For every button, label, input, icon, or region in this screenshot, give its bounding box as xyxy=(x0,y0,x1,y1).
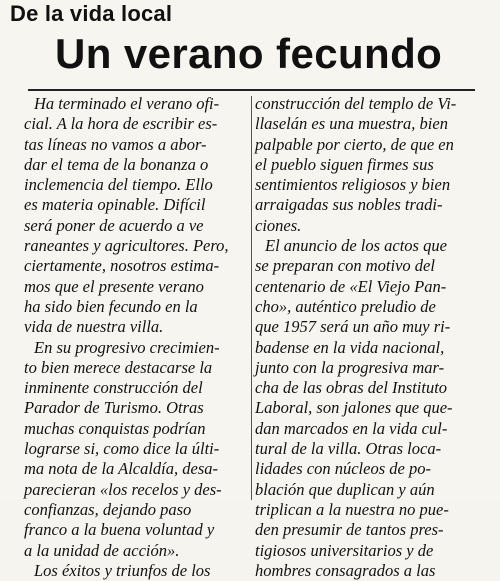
text-line: construcción del templo de Vi- xyxy=(255,94,457,113)
text-line: ciones. xyxy=(255,215,302,235)
text-line: to bien merece destacarse la xyxy=(24,357,213,377)
text-line: hombres consagrados a las xyxy=(255,560,436,580)
text-line: dan marcados en la vida cul- xyxy=(255,418,448,438)
text-line: lidades con núcleos de po- xyxy=(255,459,431,479)
text-line: a la unidad de acción». xyxy=(24,540,180,560)
text-line: raneantes y agricultores. Pero, xyxy=(24,236,229,256)
left-column xyxy=(24,94,248,581)
text-line: dar el tema de la bonanza o xyxy=(24,154,209,174)
section-kicker: De la vida local xyxy=(10,1,173,26)
text-line: mos que el presente verano xyxy=(24,276,204,296)
text-line: Parador de Turismo. Otras xyxy=(24,398,204,418)
text-line: El anuncio de los actos que xyxy=(265,236,447,256)
text-line: vida de nuestra villa. xyxy=(24,317,164,337)
text-line: tural de la villa. Otras loca- xyxy=(255,439,442,459)
text-line: Los éxitos y triunfos de los xyxy=(34,560,211,580)
text-line: el pueblo siguen firmes sus xyxy=(255,154,434,174)
text-line: centenario de «El Viejo Pan- xyxy=(255,276,447,296)
headline-rule xyxy=(28,89,475,91)
text-line: confianzas, dejando paso xyxy=(24,499,192,519)
text-line: muchas conquistas podrían xyxy=(24,418,206,438)
text-line: lograrse si, como dice la últi- xyxy=(24,439,220,459)
text-line: franco a la buena voluntad y xyxy=(24,520,215,540)
text-line: Ha terminado el verano ofi- xyxy=(34,94,220,113)
text-line: ha sido bien fecundo en la xyxy=(24,296,198,316)
column-separator xyxy=(251,96,252,500)
text-line: tigiosos universitarios y de xyxy=(255,540,434,560)
text-line: blación que duplican y aún xyxy=(255,479,435,499)
text-line: parecieran «los recelos y des- xyxy=(24,479,222,499)
text-line: En su progresivo crecimien- xyxy=(34,337,220,357)
text-line: Laboral, son jalones que que- xyxy=(255,398,453,418)
text-line: den presumir de tantos pres- xyxy=(255,520,444,540)
text-line: que 1957 será un año muy ri- xyxy=(255,317,451,337)
text-line: cha de las obras del Instituto xyxy=(255,378,448,398)
text-line: llaselán es una muestra, bien xyxy=(255,114,448,134)
text-line: badense en la vida nacional, xyxy=(255,337,445,357)
text-line: será poner de acuerdo a ve xyxy=(24,215,204,235)
text-line: junto con la progresiva mar- xyxy=(255,357,445,377)
text-line: cial. A la hora de escribir es- xyxy=(24,114,218,134)
right-column xyxy=(255,94,486,581)
text-line: triplican a la nuestra no pue- xyxy=(255,499,449,519)
text-line: inclemencia del tiempo. Ello xyxy=(24,175,213,195)
text-line: inminente construcción del xyxy=(24,378,203,398)
text-line: sentimientos religiosos y bien xyxy=(255,175,451,195)
text-line: ciertamente, nosotros estima- xyxy=(24,256,220,276)
text-line: es materia opinable. Difícil xyxy=(24,195,206,215)
text-line: se preparan con motivo del xyxy=(255,256,435,276)
text-line: ma nota de la Alcaldía, desa- xyxy=(24,459,219,479)
article-headline: Un verano fecundo xyxy=(55,30,443,77)
text-line: palpable por cierto, de que en xyxy=(255,134,454,154)
text-line: tas líneas no vamos a abor- xyxy=(24,134,207,154)
text-line: arraigadas sus nobles tradi- xyxy=(255,195,443,215)
text-line: cho», auténtico preludio de xyxy=(255,296,436,316)
